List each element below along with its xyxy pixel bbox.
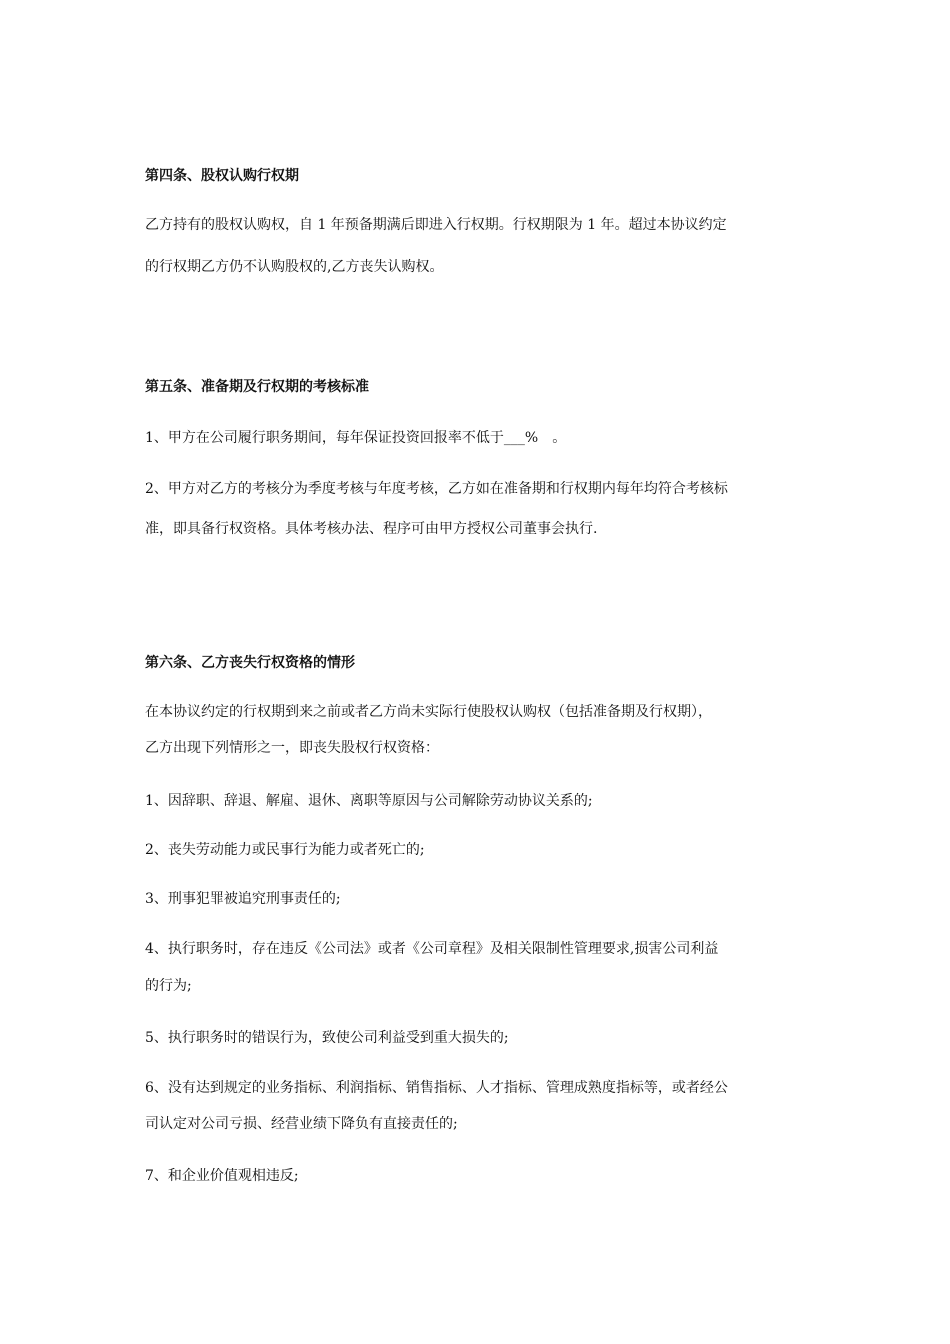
article-6-item-2: 2、丧失劳动能力或民事行为能力或者死亡的;	[145, 842, 425, 858]
article-6-intro-line-1: 在本协议约定的行权期到来之前或者乙方尚未实际行使股权认购权（包括准备期及行权期），	[145, 704, 712, 720]
article-6-item-7: 7、和企业价值观相违反;	[145, 1168, 299, 1184]
article-6-item-1: 1、因辞职、辞退、解雇、退休、离职等原因与公司解除劳动协议关系的;	[145, 793, 593, 809]
article-6-item-5: 5、执行职务时的错误行为，致使公司利益受到重大损失的;	[145, 1030, 509, 1046]
article-6-heading: 第六条、乙方丧失行权资格的情形	[145, 655, 355, 671]
article-4-paragraph-line-2: 的行权期乙方仍不认购股权的,乙方丧失认购权。	[145, 259, 444, 275]
article-6-item-6-line-1: 6、没有达到规定的业务指标、利润指标、销售指标、人才指标、管理成熟度指标等，或者经公	[145, 1080, 728, 1096]
article-6-item-4-line-2: 的行为;	[145, 978, 192, 994]
article-5-heading: 第五条、准备期及行权期的考核标准	[145, 379, 369, 395]
article-5-item-1: 1、甲方在公司履行职务期间，每年保证投资回报率不低于___% 。	[145, 430, 567, 446]
article-4-paragraph-line-1: 乙方持有的股权认购权，自 1 年预备期满后即进入行权期。行权期限为 1 年。超过本协议约定	[145, 217, 727, 233]
article-5-item-2-line-1: 2、甲方对乙方的考核分为季度考核与年度考核，乙方如在准备期和行权期内每年均符合考核标	[145, 481, 728, 497]
article-5-item-2-line-2: 准，即具备行权资格。具体考核办法、程序可由甲方授权公司董事会执行.	[145, 521, 598, 537]
article-6-item-4-line-1: 4、执行职务时，存在违反《公司法》或者《公司章程》及相关限制性管理要求,损害公司利益	[145, 941, 719, 957]
article-4-heading: 第四条、股权认购行权期	[145, 168, 299, 184]
article-6-intro-line-2: 乙方出现下列情形之一，即丧失股权行权资格：	[145, 740, 439, 756]
article-6-item-3: 3、刑事犯罪被追究刑事责任的;	[145, 891, 341, 907]
article-6-item-6-line-2: 司认定对公司亏损、经营业绩下降负有直接责任的;	[145, 1116, 458, 1132]
